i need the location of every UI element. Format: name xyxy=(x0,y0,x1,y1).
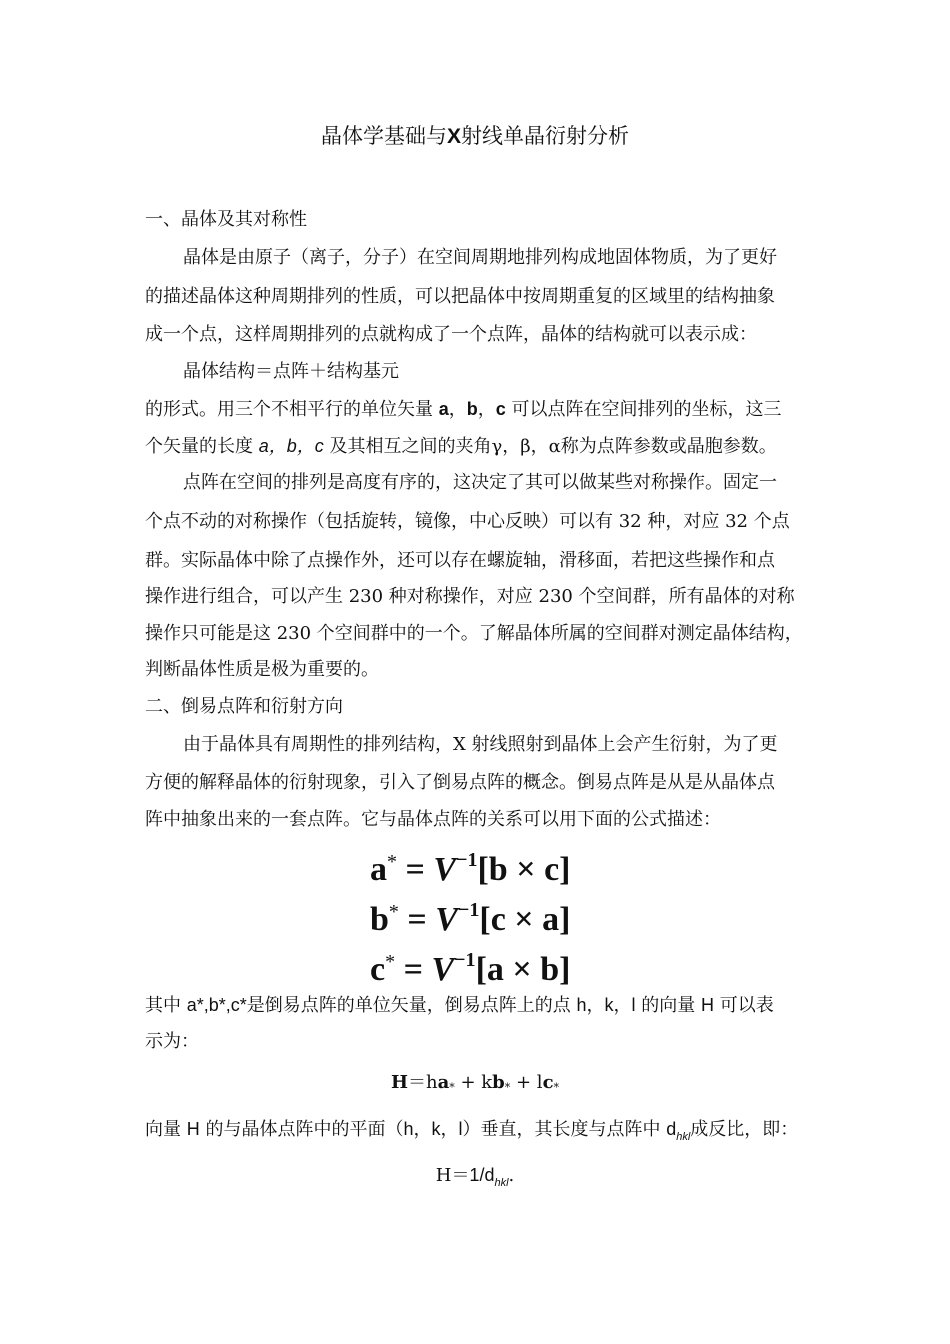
section-1-heading: 一、晶体及其对称性 xyxy=(145,209,307,230)
vector-a: a xyxy=(438,399,449,419)
paragraph-line: 成一个点，这样周期排列的点就构成了一个点阵，晶体的结构就可以表示成： xyxy=(145,324,757,345)
paragraph-line xyxy=(145,397,782,422)
formula-exponent: −1 xyxy=(456,849,478,871)
eq-H: H xyxy=(435,1165,452,1186)
reciprocal-vectors: a*,b*,c* xyxy=(186,995,247,1015)
text-span: 可以表 xyxy=(713,995,774,1016)
eq-star: * xyxy=(449,1081,455,1094)
formula-b-star xyxy=(370,890,585,938)
formula-star: * xyxy=(388,901,399,923)
vector-b: b xyxy=(466,399,478,419)
formula-rhs: [b × c] xyxy=(477,851,571,888)
hkl-indices: h，k，l xyxy=(576,995,636,1015)
text-span: 可以点阵在空间排列的坐标，这三 xyxy=(505,399,782,420)
eq-end: . xyxy=(508,1165,515,1186)
title-x: X xyxy=(446,125,461,148)
formula-lhs: a xyxy=(370,851,387,888)
H-inverse-equation xyxy=(0,1163,950,1195)
d-spacing: d xyxy=(666,1119,677,1139)
text-span: 个矢量的长度 xyxy=(145,436,259,457)
vector-c: c xyxy=(495,399,506,419)
H-vector-equation xyxy=(0,1071,950,1100)
formula-equals: = xyxy=(397,851,434,888)
eq-c: c xyxy=(542,1072,554,1093)
eq-part: ＝h xyxy=(407,1072,438,1093)
paragraph-line: 方便的解释晶体的衍射现象，引入了倒易点阵的概念。倒易点阵是从是从晶体点 xyxy=(145,772,775,793)
text-span: 成反比，即： xyxy=(690,1119,799,1140)
text-span: 其中 xyxy=(145,995,187,1016)
eq-star: * xyxy=(553,1081,560,1094)
formula-volume: V xyxy=(431,951,455,988)
paragraph-line: 示为： xyxy=(145,1031,199,1052)
paragraph-line: 的描述晶体这种周期排列的性质，可以把晶体中按周期重复的区域里的结构抽象 xyxy=(145,286,775,307)
eq-part: + k xyxy=(454,1072,493,1093)
paragraph-line: 由于晶体具有周期性的排列结构，X 射线照射到晶体上会产生衍射，为了更 xyxy=(183,734,778,755)
formula-rhs: [a × b] xyxy=(475,951,571,988)
paragraph-line: 点阵在空间的排列是高度有序的，这决定了其可以做某些对称操作。固定一 xyxy=(183,472,777,493)
formula-c-star xyxy=(370,940,585,988)
structure-equation: 晶体结构＝点阵＋结构基元 xyxy=(183,361,399,382)
paragraph-line: 个点不动的对称操作（包括旋转，镜像，中心反映）可以有 32 种，对应 32 个点 xyxy=(145,511,790,532)
formula-equals: = xyxy=(395,951,432,988)
formula-lhs: c xyxy=(370,951,386,988)
text-span: 的与晶体点阵中的平面（ xyxy=(199,1119,404,1140)
eq-part: ＝1/d xyxy=(451,1165,495,1185)
paragraph-line xyxy=(145,434,777,459)
d-subscript: hkl xyxy=(494,1177,509,1189)
paragraph-line: 晶体是由原子（离子，分子）在空间周期地排列构成地固体物质，为了更好 xyxy=(183,247,777,268)
text-span: 的形式。用三个不相平行的单位矢量 xyxy=(145,399,439,420)
eq-b: b xyxy=(492,1072,505,1093)
title-text-1: 晶体学基础与 xyxy=(320,124,447,148)
vector-H: H xyxy=(186,1119,200,1139)
paragraph-line: 阵中抽象出来的一套点阵。它与晶体点阵的关系可以用下面的公式描述： xyxy=(145,809,721,830)
formula-star: * xyxy=(387,851,397,873)
paragraph-line: 判断晶体性质是极为重要的。 xyxy=(145,659,379,680)
lengths-abc: a，b，c xyxy=(258,436,324,456)
section-2-heading: 二、倒易点阵和衍射方向 xyxy=(145,696,343,717)
eq-H: H xyxy=(390,1072,408,1093)
text-span: 向量 xyxy=(145,1119,187,1140)
formula-volume: V xyxy=(433,851,457,888)
formula-volume: V xyxy=(435,901,458,938)
d-subscript: hkl xyxy=(676,1131,691,1143)
paragraph-line: 群。实际晶体中除了点操作外，还可以存在螺旋轴，滑移面，若把这些操作和点 xyxy=(145,550,775,571)
formula-a-star xyxy=(370,840,585,888)
text-span: 是倒易点阵的单位矢量，倒易点阵上的点 xyxy=(246,995,577,1016)
paragraph-line: 操作只可能是这 230 个空间群中的一个。了解晶体所属的空间群对测定晶体结构， xyxy=(145,623,803,644)
eq-a: a xyxy=(437,1072,450,1093)
document-title xyxy=(0,122,950,151)
formula-rhs: [c × a] xyxy=(479,901,571,938)
formula-exponent: −1 xyxy=(454,949,476,971)
formula-equals: = xyxy=(398,901,436,938)
vector-H: H xyxy=(700,995,714,1015)
paragraph-line xyxy=(145,993,774,1018)
eq-star: * xyxy=(504,1081,511,1094)
formula-exponent: −1 xyxy=(457,899,480,921)
text-span: 及其相互之间的夹角γ，β，α称为点阵参数或晶胞参数。 xyxy=(323,436,777,457)
text-span: ， xyxy=(448,399,467,420)
hkl-indices: h，k，l xyxy=(403,1119,463,1139)
paragraph-line xyxy=(145,1117,798,1149)
formula-star: * xyxy=(385,951,396,973)
text-span: ）垂直，其长度与点阵中 xyxy=(462,1119,667,1140)
paragraph-line: 操作进行组合，可以产生 230 种对称操作，对应 230 个空间群，所有晶体的对称 xyxy=(145,586,795,607)
title-text-2: 射线单晶衍射分析 xyxy=(461,124,629,148)
eq-part: + l xyxy=(510,1072,543,1093)
formula-lhs: b xyxy=(370,901,389,938)
text-span: ， xyxy=(477,399,496,420)
text-span: 的向量 xyxy=(635,995,701,1016)
